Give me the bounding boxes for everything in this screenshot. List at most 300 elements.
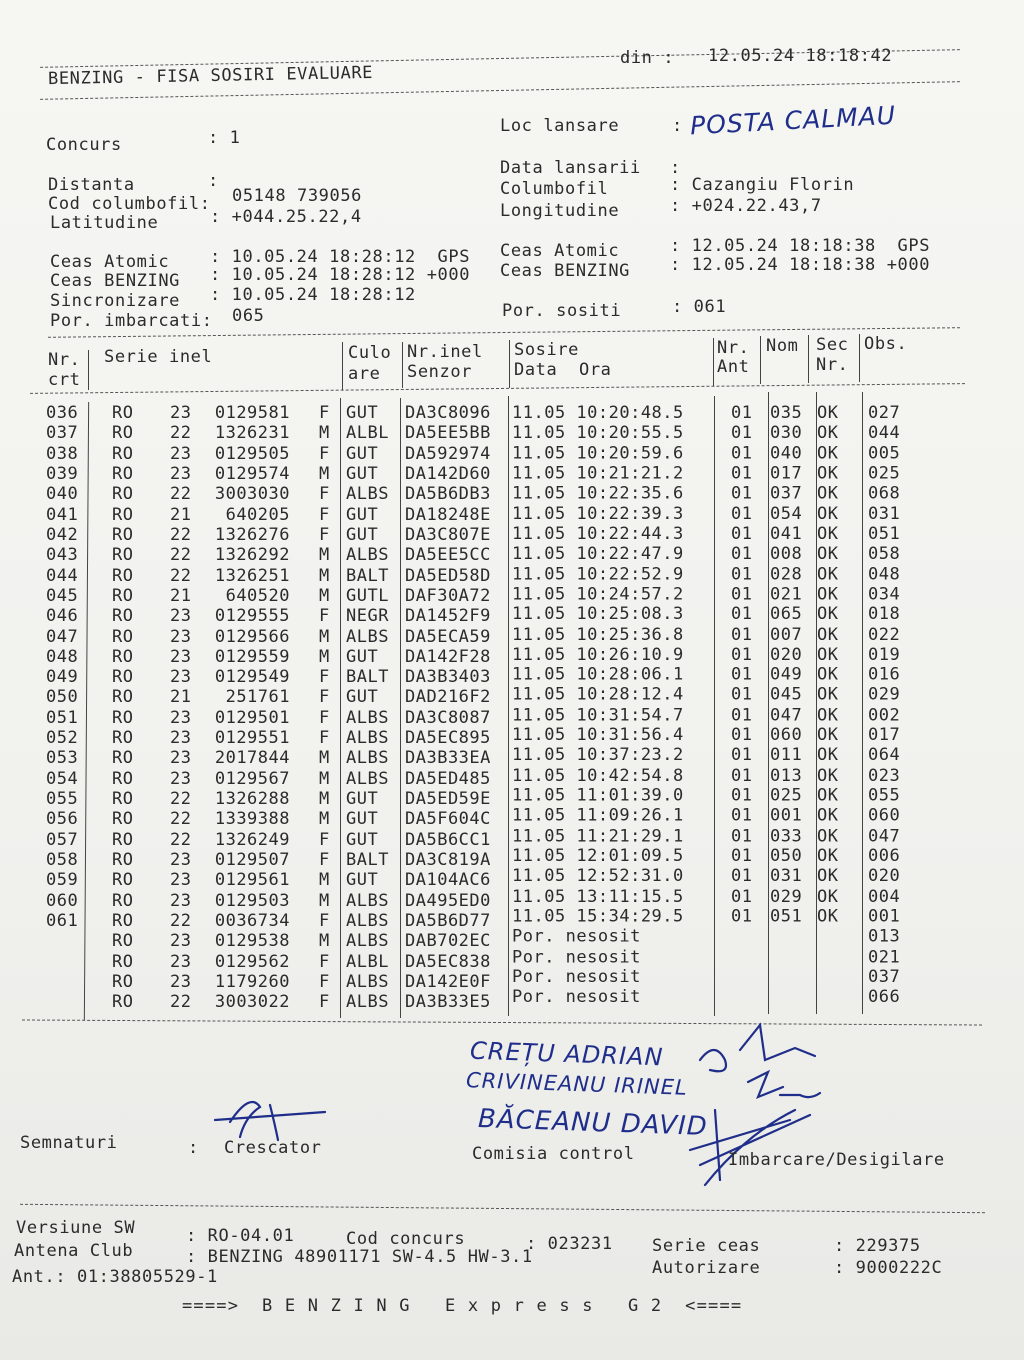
serie-ceas-value: : 229375	[834, 1236, 921, 1256]
row-year: 22	[170, 484, 192, 505]
antena-club-label: Antena Club	[14, 1241, 134, 1261]
row-country: RO	[112, 870, 134, 891]
row-country: RO	[112, 931, 134, 952]
imbarcare-desigilare-label: Imbarcare/Desigilare	[728, 1150, 945, 1170]
row-year: 23	[170, 728, 192, 749]
row-obs: 023	[868, 765, 901, 786]
row-year: 23	[170, 646, 192, 667]
row-sex: M	[319, 565, 330, 586]
row-color: GUT	[346, 504, 379, 525]
row-year: 22	[170, 992, 192, 1013]
row-year: 23	[170, 971, 192, 992]
row-ring-number: 0129555	[214, 606, 290, 627]
row-sec-status: OK	[817, 544, 839, 565]
row-arrival: 11.05 12:52:31.0	[512, 866, 684, 887]
row-antenna: 01	[731, 826, 753, 847]
row-arrival: 11.05 10:42:54.8	[512, 765, 684, 786]
row-sensor: DA3B33E5	[405, 992, 491, 1013]
row-obs: 058	[868, 544, 901, 565]
comisia-control-label: Comisia control	[472, 1144, 635, 1164]
row-obs: 020	[868, 866, 901, 887]
row-sex: F	[319, 707, 330, 728]
row-color: GUT	[346, 829, 379, 850]
row-arrival: 11.05 10:37:23.2	[512, 745, 684, 766]
row-country: RO	[112, 992, 134, 1013]
row-country: RO	[112, 545, 134, 566]
row-arrival: 11.05 10:20:48.5	[512, 403, 684, 423]
row-ring-number: 0129503	[214, 890, 290, 911]
row-obs: 051	[868, 523, 901, 544]
row-sec-status: OK	[817, 423, 839, 444]
row-antenna: 01	[731, 423, 753, 444]
row-nom: 029	[770, 886, 803, 907]
row-arrival: 11.05 10:26:10.9	[512, 644, 684, 665]
row-sensor: DA5ED485	[405, 768, 491, 789]
row-nr: 039	[46, 463, 79, 484]
row-antenna: 01	[731, 544, 753, 565]
row-nom: 040	[770, 443, 803, 464]
row-country: RO	[112, 585, 134, 606]
row-sensor: DA18248E	[405, 504, 491, 525]
row-arrival: Por. nesosit	[512, 947, 641, 968]
row-nom: 031	[770, 866, 803, 887]
row-color: GUT	[346, 443, 379, 464]
row-year: 23	[170, 870, 192, 891]
row-sec-status: OK	[817, 805, 839, 826]
row-nr: 055	[46, 789, 79, 810]
row-sex: M	[319, 463, 330, 484]
col-header-sec: Sec	[816, 335, 849, 355]
row-obs: 004	[868, 886, 901, 907]
row-sex: M	[319, 890, 330, 911]
row-country: RO	[112, 890, 134, 911]
row-year: 23	[170, 606, 192, 627]
row-country: RO	[112, 667, 134, 688]
row-nom: 035	[770, 403, 803, 423]
row-color: BALT	[346, 850, 389, 871]
din-label: din :	[620, 48, 675, 68]
row-ring-number: 0129501	[214, 707, 290, 728]
cod-concurs-value: : 023231	[526, 1234, 613, 1254]
data-lansarii-value: :	[670, 158, 681, 178]
row-arrival: 11.05 10:22:35.6	[512, 483, 684, 504]
row-sex: M	[319, 809, 330, 830]
row-ring-number: 0129559	[214, 646, 290, 667]
row-nom: 025	[770, 785, 803, 806]
row-sex: F	[319, 971, 330, 992]
row-arrival: Por. nesosit	[512, 987, 641, 1008]
ceas-benzing-left-value: : 10.05.24 18:28:12 +000	[210, 265, 471, 285]
row-sec-status: OK	[817, 705, 839, 726]
row-color: ALBS	[346, 728, 389, 749]
versiune-sw-label: Versiune SW	[16, 1218, 136, 1238]
por-imbarcati-value: 065	[232, 306, 265, 326]
row-country: RO	[112, 809, 134, 830]
row-nom: 037	[770, 483, 803, 504]
row-nom: 047	[770, 705, 803, 726]
row-ring-number: 0129566	[214, 626, 290, 647]
row-sex: F	[319, 524, 330, 545]
antena-id: Ant.: 01:38805529-1	[12, 1267, 218, 1287]
row-antenna: 01	[731, 684, 753, 705]
row-year: 23	[170, 707, 192, 728]
row-sec-status: OK	[817, 886, 839, 907]
row-country: RO	[112, 484, 134, 505]
row-country: RO	[112, 504, 134, 525]
row-sec-status: OK	[817, 785, 839, 806]
sincronizare-value: : 10.05.24 18:28:12	[210, 285, 416, 305]
row-sex: M	[319, 423, 330, 444]
row-arrival: 11.05 10:20:59.6	[512, 443, 684, 464]
row-color: GUT	[346, 524, 379, 545]
row-obs: 064	[868, 745, 901, 766]
ceas-atomic-left-label: Ceas Atomic	[50, 252, 170, 272]
row-nom: 017	[770, 463, 803, 484]
row-nom: 021	[770, 584, 803, 605]
row-country: RO	[112, 443, 134, 464]
row-ring-number: 2017844	[214, 748, 290, 769]
cod-columbofil-label: Cod columbofil:	[48, 194, 211, 214]
row-country: RO	[112, 728, 134, 749]
row-country: RO	[112, 707, 134, 728]
row-sec-status: OK	[817, 644, 839, 665]
row-sec-status: OK	[817, 745, 839, 766]
row-nom: 011	[770, 745, 803, 766]
row-obs: 016	[868, 664, 901, 685]
col-header-ant: Ant	[717, 357, 750, 377]
row-sex: F	[319, 992, 330, 1013]
row-sex: F	[319, 951, 330, 972]
col-header-senzor: Senzor	[407, 362, 473, 382]
row-nom: 060	[770, 725, 803, 746]
row-sex: M	[319, 768, 330, 789]
row-sensor: DAB702EC	[405, 931, 491, 952]
row-sex: F	[319, 911, 330, 931]
row-nr: 054	[46, 768, 79, 789]
row-antenna: 01	[731, 503, 753, 524]
row-nr: 058	[46, 850, 79, 871]
signature-name-2: CRIVINEANU IRINEL	[465, 1068, 689, 1100]
row-color: ALBS	[346, 545, 389, 566]
row-antenna: 01	[731, 624, 753, 645]
row-ring-number: 1326251	[214, 565, 290, 586]
row-country: RO	[112, 524, 134, 545]
col-header-nr: Nr.	[48, 350, 81, 370]
row-sec-status: OK	[817, 523, 839, 544]
row-year: 23	[170, 951, 192, 972]
row-nr: 059	[46, 870, 79, 891]
row-nr: 040	[46, 484, 79, 505]
row-sec-status: OK	[817, 826, 839, 847]
row-sensor: DA3C8087	[405, 707, 491, 728]
row-nr: 057	[46, 829, 79, 850]
row-year: 23	[170, 768, 192, 789]
row-color: GUT	[346, 809, 379, 830]
row-sensor: DA3B33EA	[405, 748, 491, 769]
row-nom: 054	[770, 503, 803, 524]
row-color: GUTL	[346, 585, 389, 606]
row-antenna: 01	[731, 785, 753, 806]
loc-lansare-value: POSTA CALMAU	[689, 100, 897, 141]
col-header-crt: crt	[48, 370, 81, 390]
row-sensor: DA3C807E	[405, 524, 491, 545]
row-sex: M	[319, 626, 330, 647]
row-sex: F	[319, 728, 330, 749]
row-antenna: 01	[731, 564, 753, 585]
row-nom: 013	[770, 765, 803, 786]
row-sensor: DA592974	[405, 443, 491, 464]
row-color: GUT	[346, 789, 379, 810]
row-nr: 061	[46, 911, 79, 931]
row-color: ALBS	[346, 931, 389, 952]
row-nom: 001	[770, 805, 803, 826]
row-arrival: 11.05 10:22:39.3	[512, 503, 684, 524]
row-sex: M	[319, 870, 330, 891]
row-sensor: DA3C819A	[405, 850, 491, 871]
semnaturi-label: Semnaturi	[20, 1133, 118, 1153]
row-year: 23	[170, 463, 192, 484]
row-sec-status: OK	[817, 463, 839, 484]
row-obs: 031	[868, 503, 901, 524]
row-arrival: 11.05 15:34:29.5	[512, 906, 684, 927]
row-nr: 052	[46, 728, 79, 749]
row-country: RO	[112, 423, 134, 444]
row-antenna: 01	[731, 886, 753, 907]
por-sositi-label: Por. sositi	[502, 301, 622, 321]
row-sec-status: OK	[817, 684, 839, 705]
row-ring-number: 1326249	[214, 829, 290, 850]
row-sensor: DA5EE5CC	[405, 545, 491, 566]
row-obs: 066	[868, 987, 901, 1008]
row-color: ALBL	[346, 951, 389, 972]
row-year: 22	[170, 911, 192, 931]
row-obs: 044	[868, 423, 901, 444]
row-antenna: 01	[731, 644, 753, 665]
row-sensor: DA1452F9	[405, 606, 491, 627]
row-year: 23	[170, 443, 192, 464]
col-header-serie: Serie inel	[104, 347, 213, 367]
row-nr: 038	[46, 443, 79, 464]
serie-ceas-label: Serie ceas	[652, 1236, 761, 1256]
row-color: GUT	[346, 463, 379, 484]
row-arrival: 11.05 11:01:39.0	[512, 785, 684, 806]
row-antenna: 01	[731, 403, 753, 423]
row-year: 22	[170, 524, 192, 545]
row-obs: 017	[868, 725, 901, 746]
row-country: RO	[112, 626, 134, 647]
row-arrival: 11.05 10:24:57.2	[512, 584, 684, 605]
row-ring-number: 0036734	[214, 911, 290, 931]
row-sex: M	[319, 545, 330, 566]
row-sex: M	[319, 646, 330, 667]
row-obs: 019	[868, 644, 901, 665]
row-antenna: 01	[731, 805, 753, 826]
ceas-benzing-right-label: Ceas BENZING	[500, 261, 631, 281]
row-arrival: 11.05 10:22:52.9	[512, 564, 684, 585]
row-ring-number: 0129574	[214, 463, 290, 484]
row-color: ALBS	[346, 707, 389, 728]
autorizare-label: Autorizare	[652, 1258, 761, 1278]
row-sensor: DA3B3403	[405, 667, 491, 688]
row-nr: 037	[46, 423, 79, 444]
row-color: GUT	[346, 403, 379, 423]
row-year: 23	[170, 931, 192, 952]
row-obs: 002	[868, 705, 901, 726]
ceas-atomic-right-label: Ceas Atomic	[500, 241, 620, 261]
row-ring-number: 1339388	[214, 809, 290, 830]
versiune-sw-value: : RO-04.01	[186, 1226, 295, 1246]
row-sensor: DAF30A72	[405, 585, 491, 606]
row-nr: 045	[46, 585, 79, 606]
autorizare-value: : 9000222C	[834, 1258, 943, 1278]
row-country: RO	[112, 911, 134, 931]
col-header-are: are	[348, 364, 381, 384]
row-sensor: DA5EC895	[405, 728, 491, 749]
row-arrival: 11.05 13:11:15.5	[512, 886, 684, 907]
row-nom: 041	[770, 523, 803, 544]
row-country: RO	[112, 403, 134, 423]
row-antenna: 01	[731, 604, 753, 625]
row-sex: F	[319, 504, 330, 525]
columbofil-label: Columbofil	[500, 179, 609, 199]
row-arrival: 11.05 10:22:47.9	[512, 544, 684, 565]
row-nr: 050	[46, 687, 79, 708]
row-antenna: 01	[731, 463, 753, 484]
row-ring-number: 3003030	[214, 484, 290, 505]
signature-name-3: BĂCEANU DAVID	[477, 1104, 709, 1142]
row-year: 21	[170, 585, 192, 606]
row-country: RO	[112, 646, 134, 667]
row-arrival: Por. nesosit	[512, 966, 641, 987]
row-nom: 065	[770, 604, 803, 625]
row-ring-number: 1326292	[214, 545, 290, 566]
row-nom: 030	[770, 423, 803, 444]
distanta-value: :	[208, 171, 219, 191]
col-header-data-ora: Data Ora	[514, 360, 612, 380]
row-sec-status: OK	[817, 503, 839, 524]
row-nr: 053	[46, 748, 79, 769]
row-arrival: 11.05 10:31:54.7	[512, 705, 684, 726]
ceas-atomic-left-value: : 10.05.24 18:28:12 GPS	[210, 247, 471, 267]
por-imbarcati-label: Por. imbarcati:	[50, 311, 213, 331]
data-lansarii-label: Data lansarii	[500, 158, 641, 178]
row-year: 21	[170, 687, 192, 708]
row-obs: 013	[868, 926, 901, 947]
row-nr: 056	[46, 809, 79, 830]
row-arrival: 11.05 10:21:21.2	[512, 463, 684, 484]
row-sensor: DA5F604C	[405, 809, 491, 830]
crescator-label: Crescator	[224, 1138, 322, 1158]
row-sex: M	[319, 748, 330, 769]
latitudine-label: Latitudine	[50, 213, 159, 233]
row-obs: 027	[868, 403, 901, 423]
row-ring-number: 0129507	[214, 850, 290, 871]
row-sec-status: OK	[817, 443, 839, 464]
distanta-label: Distanta	[48, 175, 135, 195]
row-antenna: 01	[731, 584, 753, 605]
row-obs: 018	[868, 604, 901, 625]
row-obs: 006	[868, 846, 901, 867]
row-ring-number: 0129549	[214, 667, 290, 688]
row-nr: 043	[46, 545, 79, 566]
row-sex: F	[319, 606, 330, 627]
row-color: ALBS	[346, 768, 389, 789]
document-title: BENZING - FISA SOSIRI EVALUARE	[47, 62, 374, 90]
row-ring-number: 3003022	[214, 992, 290, 1013]
row-sensor: DA104AC6	[405, 870, 491, 891]
row-ring-number: 1179260	[214, 971, 290, 992]
row-sensor: DA5EE5BB	[405, 423, 491, 444]
row-arrival: 11.05 10:28:12.4	[512, 684, 684, 705]
row-country: RO	[112, 951, 134, 972]
row-year: 22	[170, 423, 192, 444]
col-header-nrinel: Nr.inel	[407, 342, 483, 362]
row-sensor: DA142E0F	[405, 971, 491, 992]
row-obs: 025	[868, 463, 901, 484]
row-country: RO	[112, 606, 134, 627]
row-sec-status: OK	[817, 725, 839, 746]
row-sec-status: OK	[817, 906, 839, 927]
concurs-label: Concurs	[46, 135, 122, 155]
row-obs: 068	[868, 483, 901, 504]
row-antenna: 01	[731, 443, 753, 464]
row-antenna: 01	[731, 725, 753, 746]
latitudine-value: : +044.25.22,4	[210, 207, 362, 227]
row-sex: M	[319, 585, 330, 606]
row-nom: 051	[770, 906, 803, 927]
row-obs: 029	[868, 684, 901, 705]
row-sensor: DA5B6DB3	[405, 484, 491, 505]
row-color: ALBS	[346, 484, 389, 505]
row-color: BALT	[346, 667, 389, 688]
row-year: 23	[170, 626, 192, 647]
row-arrival: 11.05 10:28:06.1	[512, 664, 684, 685]
row-sensor: DA142D60	[405, 463, 491, 484]
row-country: RO	[112, 768, 134, 789]
row-color: ALBS	[346, 626, 389, 647]
signature-name-1: CREȚU ADRIAN	[469, 1036, 664, 1072]
row-arrival: 11.05 11:09:26.1	[512, 805, 684, 826]
row-year: 23	[170, 667, 192, 688]
row-color: GUT	[346, 646, 379, 667]
row-antenna: 01	[731, 664, 753, 685]
row-ring-number: 640205	[225, 504, 290, 525]
row-sex: F	[319, 403, 330, 423]
row-year: 22	[170, 565, 192, 586]
row-arrival: 11.05 10:25:36.8	[512, 624, 684, 645]
row-arrival: 11.05 12:01:09.5	[512, 846, 684, 867]
ceas-atomic-right-value: : 12.05.24 18:18:38 GPS	[670, 236, 931, 256]
row-nr: 036	[46, 403, 79, 423]
col-header-obs: Obs.	[864, 334, 908, 354]
row-country: RO	[112, 565, 134, 586]
row-nr: 041	[46, 504, 79, 525]
row-color: ALBS	[346, 911, 389, 931]
row-nr: 060	[46, 890, 79, 911]
row-ring-number: 251761	[225, 687, 290, 708]
row-sec-status: OK	[817, 664, 839, 685]
row-sensor: DA5ED58D	[405, 565, 491, 586]
row-ring-number: 1326276	[214, 524, 290, 545]
row-obs: 047	[868, 826, 901, 847]
row-color: ALBS	[346, 971, 389, 992]
row-sex: F	[319, 850, 330, 871]
row-obs: 037	[868, 966, 901, 987]
row-sensor: DAD216F2	[405, 687, 491, 708]
row-ring-number: 1326231	[214, 423, 290, 444]
row-nr: 047	[46, 626, 79, 647]
row-obs: 048	[868, 564, 901, 585]
